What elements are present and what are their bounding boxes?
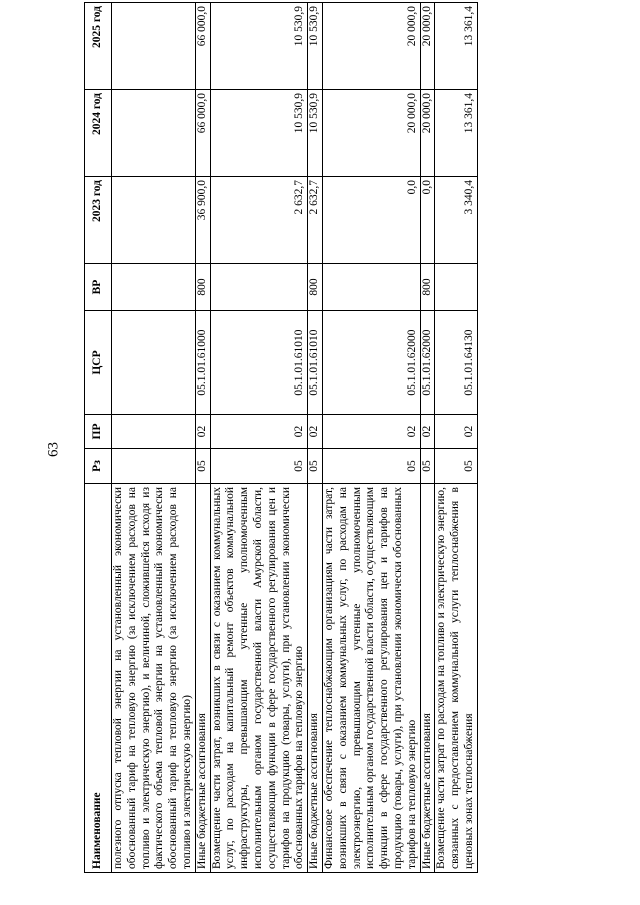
cell-2024: 10 530,9 xyxy=(308,90,323,177)
table-row xyxy=(112,3,196,873)
header-rz: Рз xyxy=(85,449,112,484)
cell-2025: 20 000,0 xyxy=(322,3,420,90)
cell-vr: 800 xyxy=(195,264,210,311)
cell-pr: 02 xyxy=(435,415,477,449)
cell-2025 xyxy=(112,3,196,90)
cell-csr: 05.1.01.61010 xyxy=(210,311,308,415)
cell-vr xyxy=(435,264,477,311)
cell-vr: 800 xyxy=(420,264,435,311)
table-row xyxy=(195,3,210,873)
cell-2023: 3 340,4 xyxy=(435,177,477,264)
cell-vr xyxy=(112,264,196,311)
rotated-page-content xyxy=(84,6,576,873)
header-name: Наименование xyxy=(85,484,112,873)
cell-rz: 05 xyxy=(435,449,477,484)
header-2023: 2023 год xyxy=(85,177,112,264)
header-vr: ВР xyxy=(85,264,112,311)
cell-2023: 0,0 xyxy=(420,177,435,264)
cell-2024: 20 000,0 xyxy=(420,90,435,177)
table-row xyxy=(322,3,420,873)
cell-name: Иные бюджетные ассигнования xyxy=(420,484,435,873)
page-number: 63 xyxy=(45,442,62,457)
cell-pr: 02 xyxy=(210,415,308,449)
cell-rz: 05 xyxy=(420,449,435,484)
cell-2023: 2 632,7 xyxy=(308,177,323,264)
cell-pr: 02 xyxy=(322,415,420,449)
table-row xyxy=(210,3,308,873)
cell-2025: 13 361,4 xyxy=(435,3,477,90)
cell-name: Финансовое обеспечение теплоснабжающим организациям части затрат, возникших в связи с оказанием коммунальных услуг, по расходам на электроэнергию, превышающим учтенные уполномоченным исполнительным органом государственной власти области, осуществляющим функции в сфере государственного регулирования цен и тарифов на продукцию (товары, услуги), при установлении экономически обоснованных тарифов на тепловую энергию xyxy=(322,484,420,873)
header-csr: ЦСР xyxy=(85,311,112,415)
cell-pr: 02 xyxy=(308,415,323,449)
cell-2024: 13 361,4 xyxy=(435,90,477,177)
header-2024: 2024 год xyxy=(85,90,112,177)
cell-2025: 66 000,0 xyxy=(195,3,210,90)
cell-vr xyxy=(210,264,308,311)
cell-rz: 05 xyxy=(322,449,420,484)
cell-2024: 10 530,9 xyxy=(210,90,308,177)
cell-2023: 36 900,0 xyxy=(195,177,210,264)
cell-rz: 05 xyxy=(210,449,308,484)
budget-table xyxy=(84,2,478,873)
cell-csr: 05.1.01.64130 xyxy=(435,311,477,415)
cell-vr: 800 xyxy=(308,264,323,311)
cell-pr: 02 xyxy=(195,415,210,449)
cell-name: полезного отпуска тепловой энергии на установленный экономически обоснованный тариф на тепловую энергию (за исключением расходов на топливо и электрическую энергию), и величиной, сложившейся исходя из фактического объема тепловой энергии на установленный экономически обоснованный тариф на тепловую энергию (за исключением расходов на топливо и электрическую энергию) xyxy=(112,484,196,873)
cell-csr: 05.1.01.61010 xyxy=(308,311,323,415)
cell-2024: 20 000,0 xyxy=(322,90,420,177)
cell-rz: 05 xyxy=(195,449,210,484)
cell-pr: 02 xyxy=(420,415,435,449)
cell-csr xyxy=(112,311,196,415)
cell-name: Возмещение части затрат по расходам на топливо и электрическую энергию, связанных с предоставлением коммунальной услуги теплоснабжения в ценовых зонах теплоснабжения xyxy=(435,484,477,873)
header-2025: 2025 год xyxy=(85,3,112,90)
cell-rz xyxy=(112,449,196,484)
cell-2024: 66 000,0 xyxy=(195,90,210,177)
header-pr: ПР xyxy=(85,415,112,449)
cell-name: Возмещение части затрат, возникших в связи с оказанием коммунальных услуг, по расходам на капитальный ремонт объектов коммунальной инфраструктуры, превышающим учтенные уполномоченным исполнительным органом государственной власти Амурской области, осуществляющим функции в сфере государственного регулирования цен и тарифов на продукцию (товары, услуги), при установлении экономически обоснованных тарифов на тепловую энергию xyxy=(210,484,308,873)
table-header-row xyxy=(85,3,112,873)
cell-2024 xyxy=(112,90,196,177)
cell-csr: 05.1.01.62000 xyxy=(420,311,435,415)
cell-2023: 0,0 xyxy=(322,177,420,264)
cell-2025: 10 530,9 xyxy=(308,3,323,90)
cell-2025: 10 530,9 xyxy=(210,3,308,90)
cell-2023: 2 632,7 xyxy=(210,177,308,264)
table-row xyxy=(435,3,477,873)
cell-rz: 05 xyxy=(308,449,323,484)
cell-pr xyxy=(112,415,196,449)
cell-name: Иные бюджетные ассигнования xyxy=(308,484,323,873)
cell-vr xyxy=(322,264,420,311)
table-row xyxy=(308,3,323,873)
cell-csr: 05.1.01.61000 xyxy=(195,311,210,415)
cell-2023 xyxy=(112,177,196,264)
cell-csr: 05.1.01.62000 xyxy=(322,311,420,415)
cell-2025: 20 000,0 xyxy=(420,3,435,90)
cell-name: Иные бюджетные ассигнования xyxy=(195,484,210,873)
table-row xyxy=(420,3,435,873)
